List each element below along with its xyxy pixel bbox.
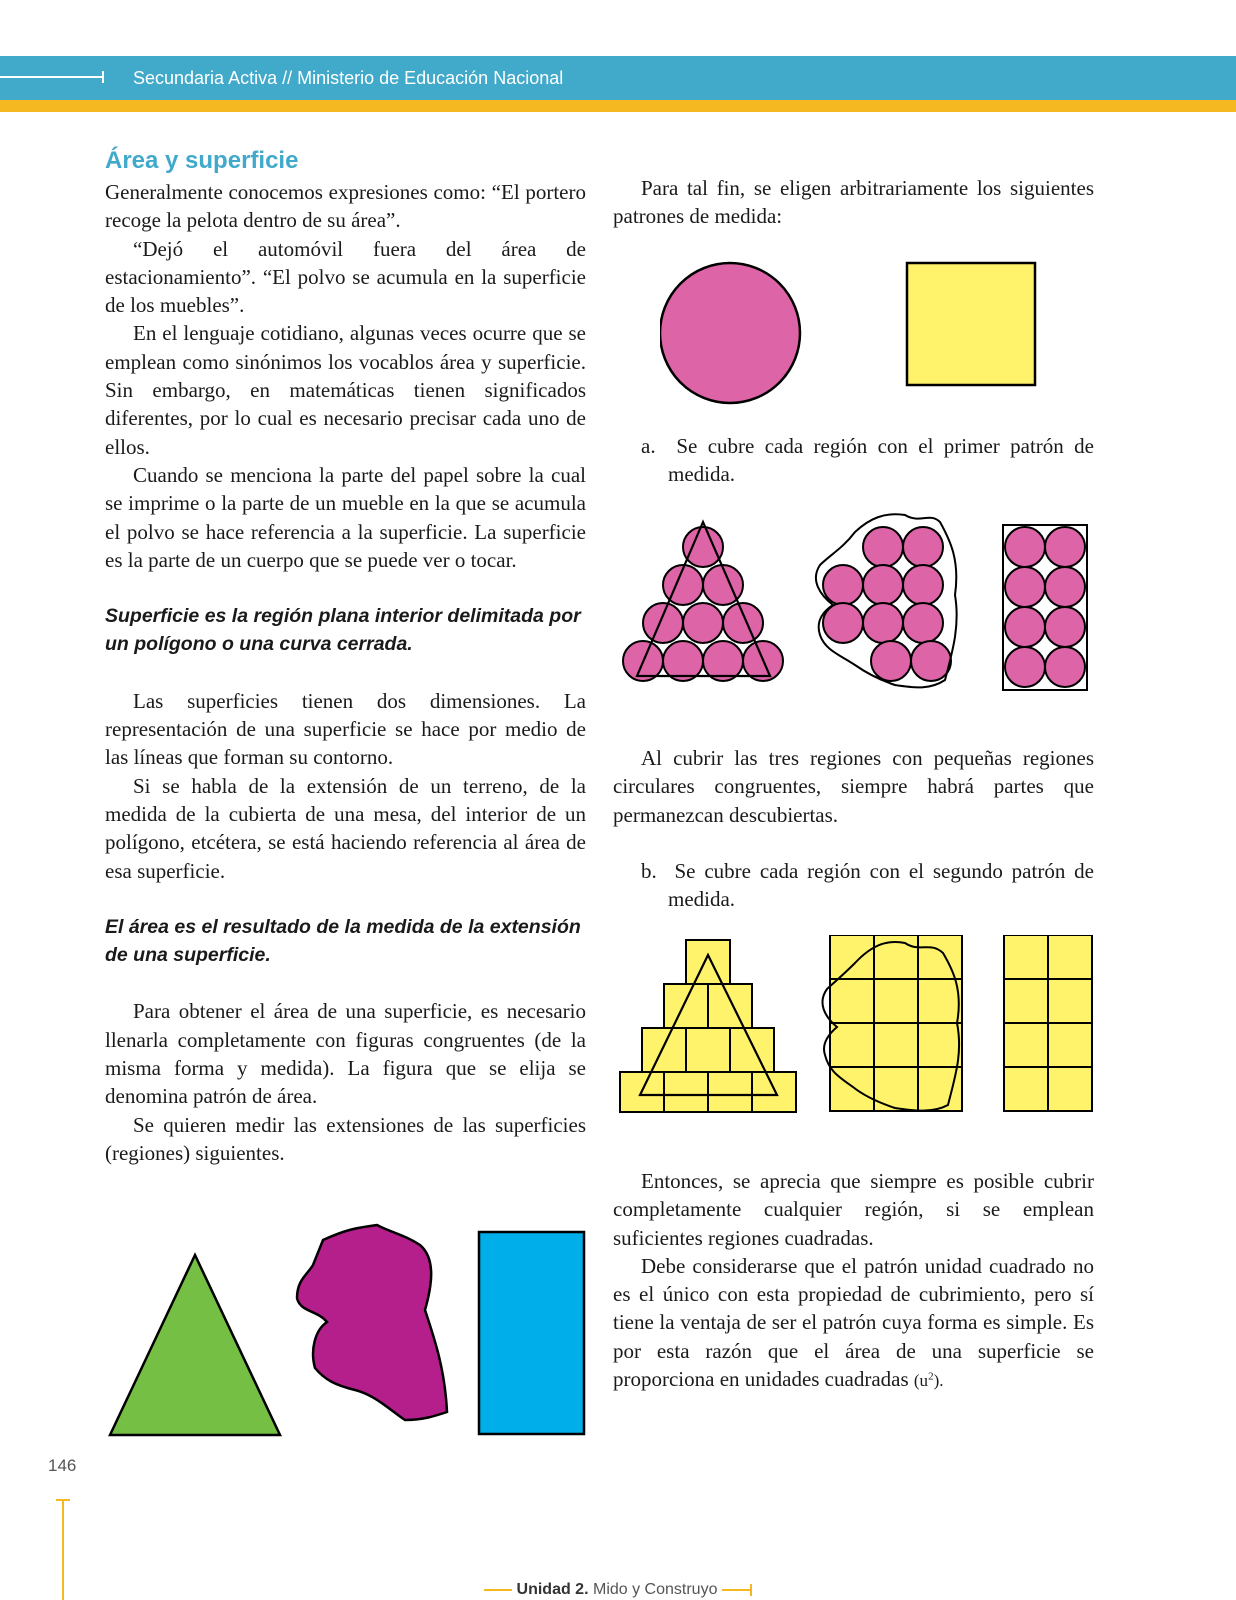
square-units: $(u^2)$. xyxy=(913,1370,944,1391)
square xyxy=(708,1072,752,1112)
square xyxy=(830,935,874,979)
square xyxy=(830,979,874,1023)
circle xyxy=(903,527,943,567)
circle xyxy=(1045,567,1085,607)
paragraph: Para tal fin, se eligen arbitrariamente los siguientes patrones de medida: xyxy=(613,176,1094,229)
circle xyxy=(1005,567,1045,607)
regions-figure xyxy=(105,1220,590,1445)
paragraph: “Dejó el automóvil fuera del área de estacionamiento”. “El polvo se acumula en la superficie de los muebles”. xyxy=(105,236,586,318)
left-column xyxy=(105,146,586,1167)
circle xyxy=(903,565,943,605)
square xyxy=(1004,1023,1048,1067)
definition-area: El área es el resultado de la medida de la extensión de una superficie. xyxy=(105,915,581,967)
square xyxy=(874,1023,918,1067)
paragraph: Al cubrir las tres regiones con pequeñas regiones circulares congruentes, siempre habrá partes que permanezcan descubiertas. xyxy=(613,746,1094,827)
page-number: 146 xyxy=(48,1456,77,1475)
header-text: Secundaria Activa // Ministerio de Educación Nacional xyxy=(133,68,564,88)
circle xyxy=(723,603,763,643)
paragraph: Las superficies tienen dos dimensiones. La representación de una superficie se hace por medio de las líneas que forman su contorno. xyxy=(105,688,586,770)
circle xyxy=(1005,607,1045,647)
circle xyxy=(1045,527,1085,567)
square xyxy=(1048,1023,1092,1067)
paragraph: En el lenguaje cotidiano, algunas veces ocurre que se emplean como sinónimos los vocablos área y superficie. Sin embargo, en matemáticas tienen significados diferentes, por lo cual es necesario precisar cada uno de ellos. xyxy=(105,321,586,459)
square xyxy=(830,1023,874,1067)
square xyxy=(642,1028,686,1072)
circle xyxy=(863,527,903,567)
paragraph: Entonces, se aprecia que siempre es posible cubrir completamente cualquier región, si se emplean suficientes regiones cuadradas. xyxy=(613,1169,1094,1250)
section-title: Área y superficie xyxy=(105,147,299,174)
definition-surface: Superficie es la región plana interior delimitada por un polígono o una curva cerrada. xyxy=(105,605,581,656)
circles-cover-figure xyxy=(615,510,1100,705)
circle xyxy=(863,565,903,605)
header-tick xyxy=(102,71,104,83)
footer-unit-name: Mido y Construyo xyxy=(592,1581,718,1598)
item-b xyxy=(613,857,1094,914)
circle xyxy=(863,603,903,643)
footer-ornament xyxy=(722,1589,750,1591)
circle xyxy=(683,603,723,643)
square xyxy=(1004,979,1048,1023)
circle xyxy=(1045,647,1085,687)
paragraph: Cuando se menciona la parte del papel sobre la cual se imprime o la parte de un mueble en la que se acumula el polvo se hace referencia a la superficie. La superficie es la parte de un cuerpo que se puede ver o tocar. xyxy=(105,462,586,572)
square xyxy=(708,984,752,1028)
header-stripe xyxy=(0,100,1236,112)
circle xyxy=(1005,527,1045,567)
magenta-irregular-region xyxy=(297,1225,447,1420)
item-b-label: b. xyxy=(641,859,657,883)
circle xyxy=(683,527,723,567)
footer-ornament xyxy=(484,1589,512,1591)
circle xyxy=(1005,647,1045,687)
header-rule xyxy=(0,76,104,78)
patterns-figure xyxy=(660,255,1060,405)
square xyxy=(1048,979,1092,1023)
circle xyxy=(643,603,683,643)
item-a-text: Se cubre cada región con el primer patrón de medida. xyxy=(668,434,1094,487)
blue-rectangle xyxy=(479,1232,584,1434)
circle xyxy=(1045,607,1085,647)
square xyxy=(874,1067,918,1111)
right-para-circles xyxy=(613,744,1094,829)
list-item-b xyxy=(613,857,1094,914)
square xyxy=(874,979,918,1023)
right-final xyxy=(613,1167,1094,1395)
square xyxy=(686,940,730,984)
item-a-label: a. xyxy=(641,434,656,458)
square xyxy=(1004,935,1048,979)
square xyxy=(664,984,708,1028)
square xyxy=(1048,1067,1092,1111)
item-b-text: Se cubre cada región con el segundo patrón de medida. xyxy=(668,859,1095,912)
list-item-a xyxy=(613,432,1094,489)
footer-unit: Unidad 2. xyxy=(516,1581,589,1598)
paragraph xyxy=(613,1252,1094,1395)
paragraph-text: Debe considerarse que el patrón unidad cuadrado no es el único con esta propiedad de cubrimiento, pero sí tiene la ventaja de ser el patrón cuya forma es simple. Es por esta razón que el área de una superficie se proporciona en unidades cuadradas xyxy=(613,1253,1094,1392)
circle xyxy=(871,641,911,681)
square xyxy=(1048,935,1092,979)
circle xyxy=(823,565,863,605)
square xyxy=(752,1072,796,1112)
square xyxy=(918,979,962,1023)
circle xyxy=(903,603,943,643)
circle-pattern xyxy=(660,263,800,403)
item-a xyxy=(613,432,1094,489)
paragraph: Se quieren medir las extensiones de las superficies (regiones) siguientes. xyxy=(105,1112,586,1165)
right-intro xyxy=(613,174,1094,231)
paragraph: Si se habla de la extensión de un terreno, de la medida de la cubierta de una mesa, del interior de un polígono, etcétera, se está haciendo referencia al área de esa superficie. xyxy=(105,773,586,883)
footer xyxy=(0,1580,1236,1600)
square-pattern xyxy=(907,263,1035,385)
footer-ornament xyxy=(750,1584,752,1596)
square xyxy=(664,1072,708,1112)
paragraph: Para obtener el área de una superficie, es necesario llenarla completamente con figuras congruentes (de la misma forma y medida). La figura que se elija se denomina patrón de área. xyxy=(105,999,586,1109)
square xyxy=(918,935,962,979)
squares-cover-figure xyxy=(615,935,1100,1115)
green-triangle xyxy=(110,1255,280,1435)
square xyxy=(1004,1067,1048,1111)
paragraph: Generalmente conocemos expresiones como: “El portero recoge la pelota dentro de su área”. xyxy=(105,180,586,233)
square xyxy=(686,1028,730,1072)
circle xyxy=(911,641,951,681)
square xyxy=(730,1028,774,1072)
square xyxy=(918,1023,962,1067)
